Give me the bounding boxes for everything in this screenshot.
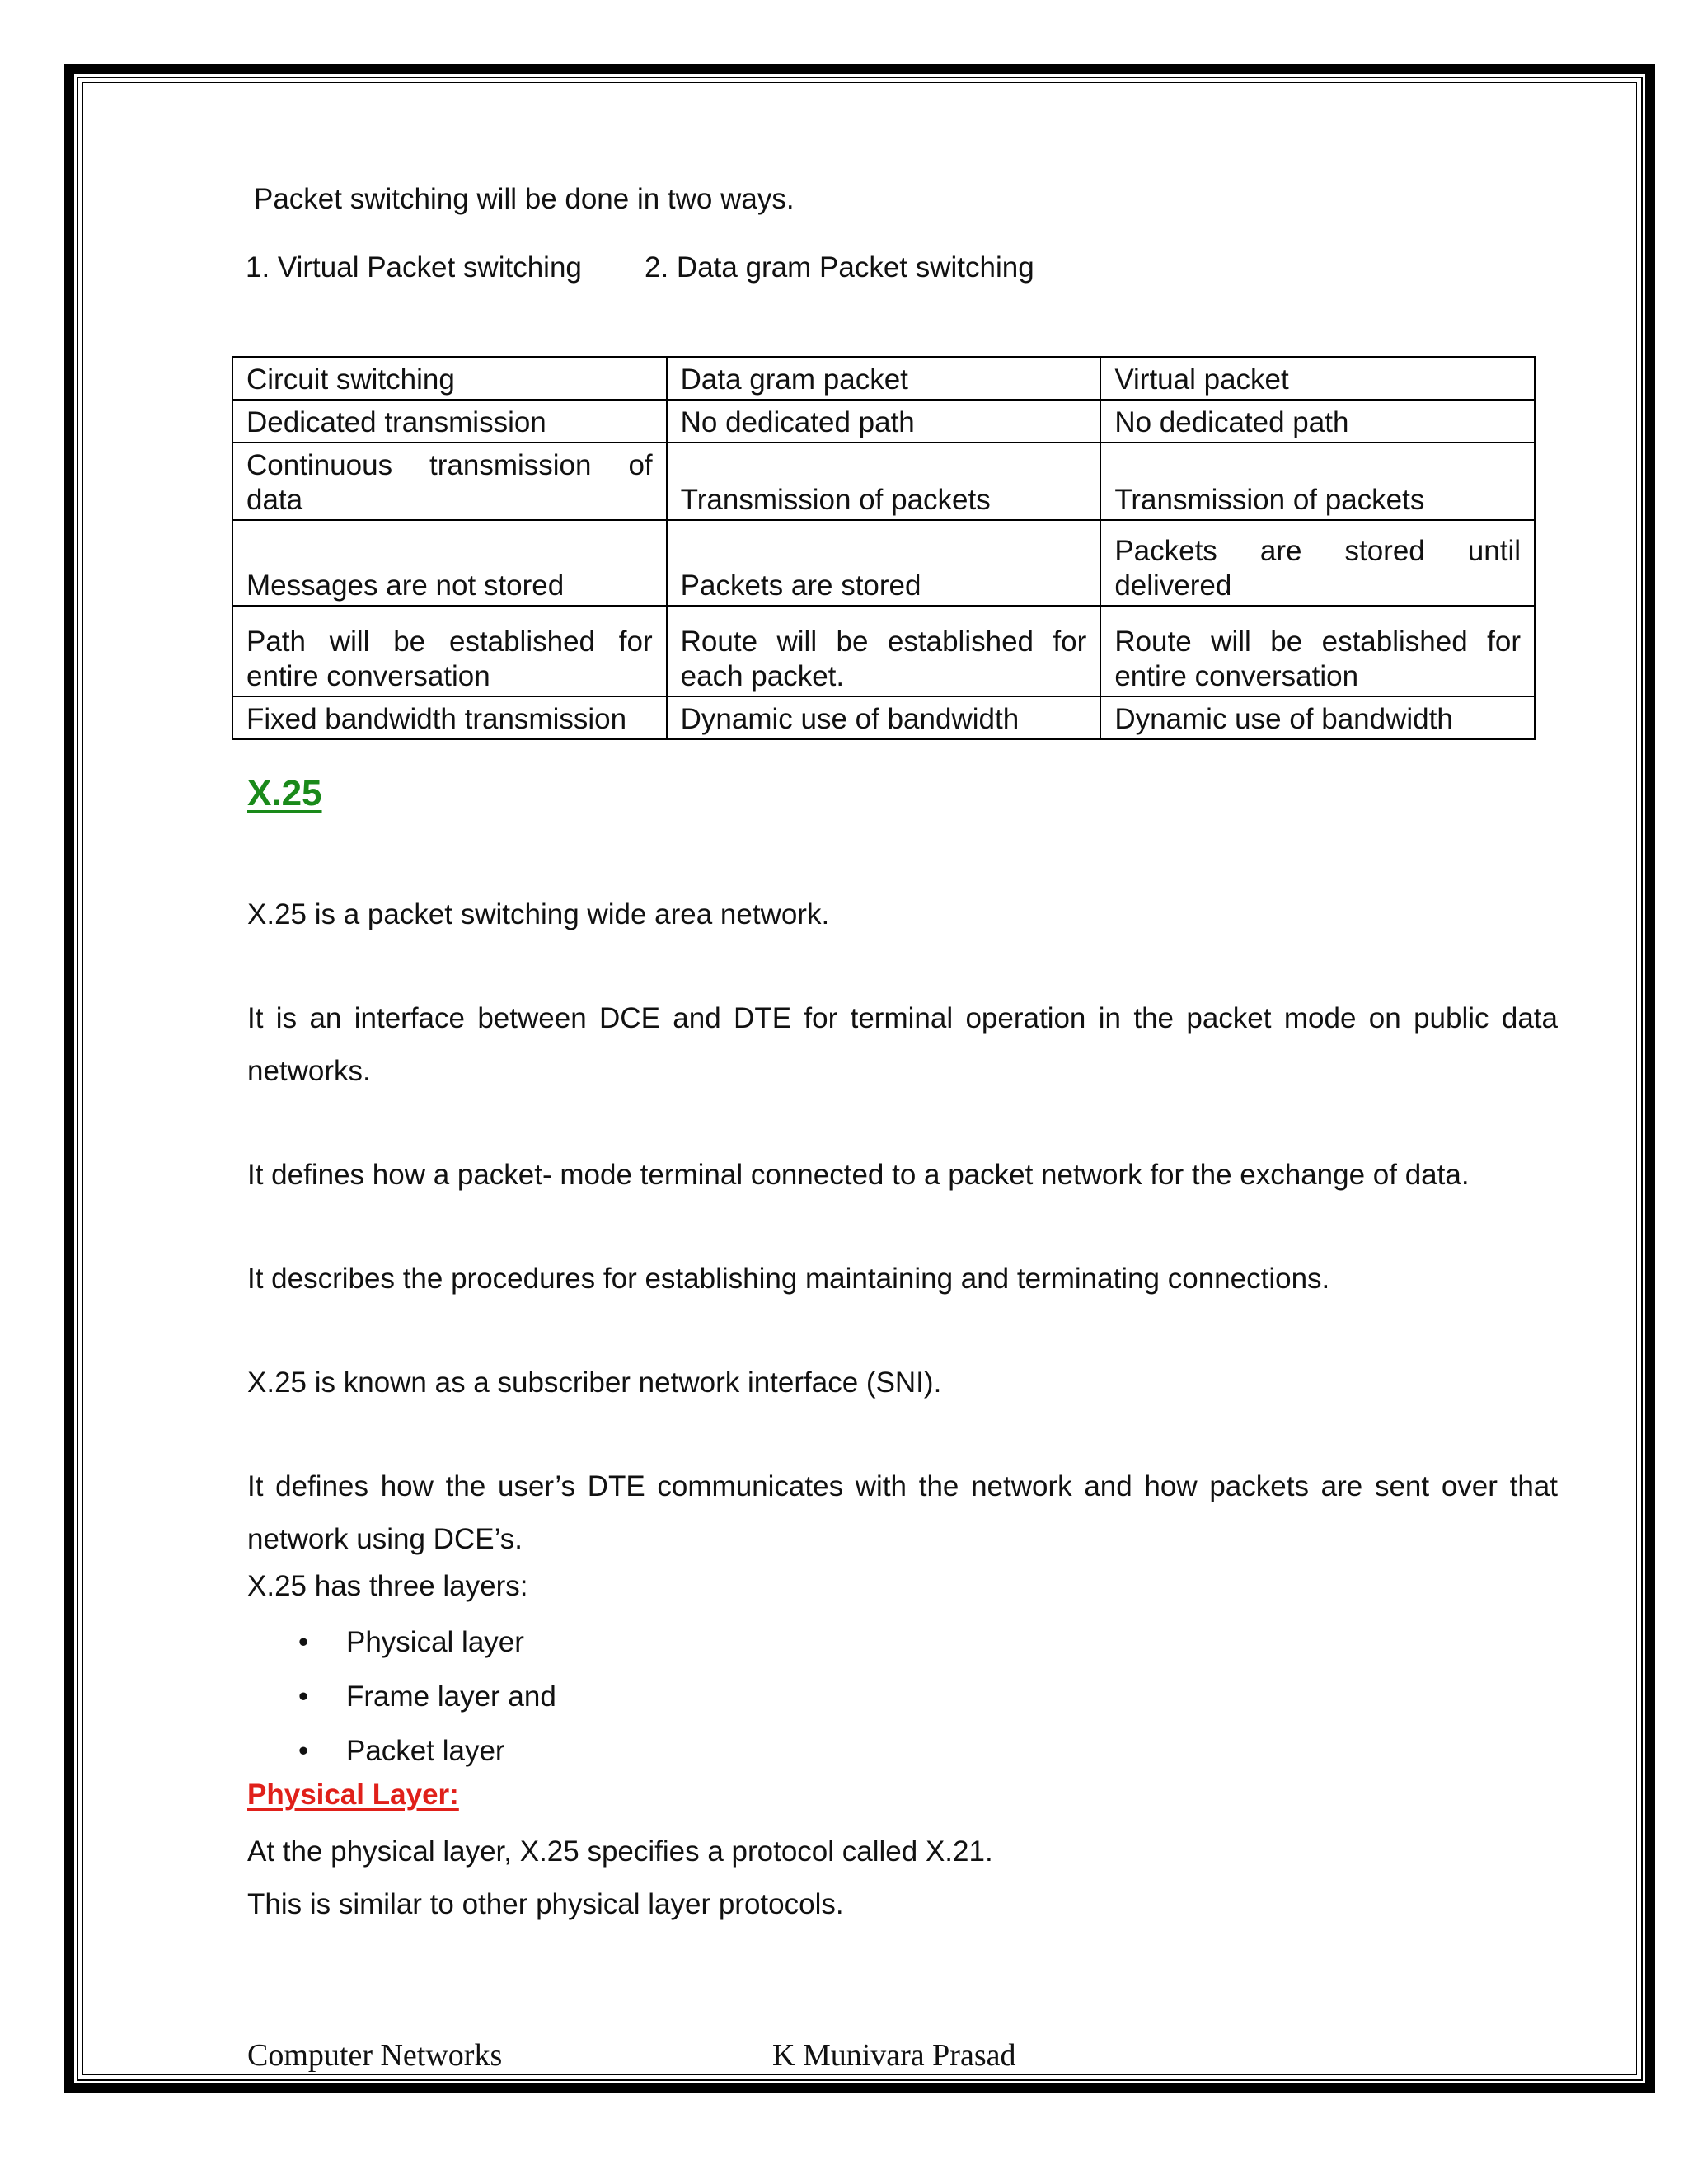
list-item: • Packet layer	[346, 1724, 556, 1779]
table-header-row	[232, 357, 1535, 400]
table-cell: No dedicated path	[667, 400, 1101, 443]
intro-item-datagram: 2. Data gram Packet switching	[645, 251, 1034, 284]
table-cell: Route will be established for each packet.	[667, 606, 1101, 696]
table-cell: Dynamic use of bandwidth	[1100, 696, 1535, 739]
x25-paragraph: It defines how a packet- mode terminal connected to a packet network for the exchange of data.	[247, 1159, 1470, 1191]
layers-list	[247, 1615, 556, 1779]
x25-paragraph: X.25 is known as a subscriber network interface (SNI).	[247, 1366, 942, 1399]
comparison-table	[232, 356, 1536, 740]
table-cell: Transmission of packets	[667, 443, 1101, 520]
table-cell: Continuous transmission of data	[232, 443, 667, 520]
physical-layer-heading: Physical Layer:	[247, 1779, 459, 1811]
table-cell: Packets are stored	[667, 520, 1101, 606]
table-cell: Dynamic use of bandwidth	[667, 696, 1101, 739]
table-row	[232, 606, 1535, 696]
x25-paragraph: It defines how the user’s DTE communicates with the network and how packets are sent over that network using DCE’s.	[247, 1470, 1558, 1555]
table-row	[232, 520, 1535, 606]
physical-layer-line: At the physical layer, X.25 specifies a protocol called X.21.	[247, 1835, 993, 1868]
footer-right: K Munivara Prasad	[772, 2038, 1016, 2073]
table-cell: Messages are not stored	[232, 520, 667, 606]
physical-layer-line: This is similar to other physical layer protocols.	[247, 1888, 844, 1920]
table-cell: Path will be established for entire conversation	[232, 606, 667, 696]
table-cell: No dedicated path	[1100, 400, 1535, 443]
x25-paragraph: X.25 is a packet switching wide area network.	[247, 898, 830, 930]
table-cell: Route will be established for entire conversation	[1100, 606, 1535, 696]
table-cell: Packets are stored until delivered	[1100, 520, 1535, 606]
intro-item-virtual: 1. Virtual Packet switching	[246, 251, 582, 284]
layers-intro: X.25 has three layers:	[247, 1570, 528, 1602]
table-row	[232, 696, 1535, 739]
footer-left: Computer Networks	[247, 2038, 503, 2073]
table-header-cell: Circuit switching	[232, 357, 667, 400]
intro-line: Packet switching will be done in two ways.	[254, 183, 795, 215]
table-row	[232, 400, 1535, 443]
x25-paragraph: It describes the procedures for establishing maintaining and terminating connections.	[247, 1263, 1330, 1295]
list-item: • Frame layer and	[346, 1670, 556, 1724]
table-cell: Transmission of packets	[1100, 443, 1535, 520]
x25-heading: X.25	[247, 773, 322, 813]
table-cell: Dedicated transmission	[232, 400, 667, 443]
table-row	[232, 443, 1535, 520]
list-item: • Physical layer	[346, 1615, 556, 1670]
table-header-cell: Virtual packet	[1100, 357, 1535, 400]
x25-paragraph: It is an interface between DCE and DTE for terminal operation in the packet mode on public data networks.	[247, 1002, 1558, 1087]
table-cell: Fixed bandwidth transmission	[232, 696, 667, 739]
table-header-cell: Data gram packet	[667, 357, 1101, 400]
